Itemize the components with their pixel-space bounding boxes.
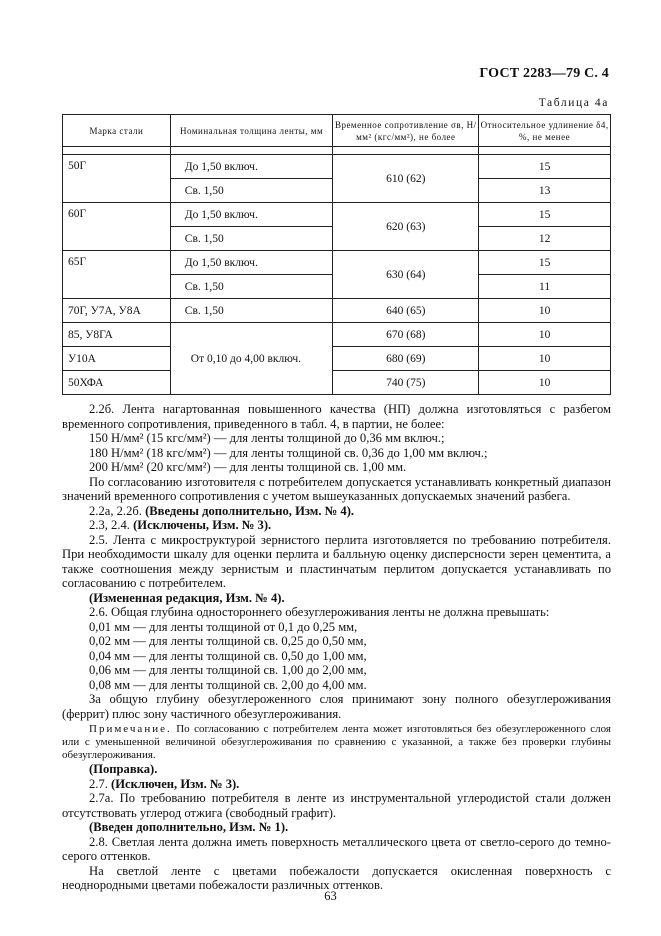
table-row (63, 251, 611, 275)
depth-item: 0,04 мм — для ленты толщиной св. 0,50 до 1,00 мм, (89, 648, 367, 663)
table-caption: Таблица 4а (538, 97, 609, 109)
cell-grade: 70Г, У7А, У8А (63, 299, 171, 323)
depth-item: 0,08 мм — для ленты толщиной св. 2,00 до 4,00 мм. (89, 677, 367, 692)
amendment-note: (Исключены, Изм. № 3). (133, 518, 272, 532)
paragraph-2-7a: 2.7а. По требованию потребителя в ленте из инструментальной углеродистой стали должен отсутствовать углерод отжига (свободный графит). (62, 791, 611, 820)
amendment-ref: 2.7. (89, 776, 112, 791)
table-row (63, 323, 611, 347)
cell-thickness: Св. 1,50 (170, 275, 333, 299)
depth-item: 0,06 мм — для ленты толщиной св. 1,00 до 2,00 мм, (89, 663, 367, 677)
range-item: 150 Н/мм² (15 кгс/мм²) — для ленты толщиной до 0,36 мм включ.; (89, 431, 445, 445)
cell-elongation: 10 (479, 347, 611, 371)
amendment-note: (Измененная редакция, Изм. № 4). (89, 590, 285, 605)
amendment-line (62, 777, 611, 792)
table-header-row (63, 115, 611, 147)
cell-grade: 60Г (63, 203, 171, 251)
depth-item: 0,01 мм — для ленты толщиной от 0,1 до 0,25 мм, (89, 619, 358, 634)
cell-elongation: 10 (479, 299, 611, 323)
cell-grade: У10А (63, 347, 171, 371)
amendment-note: (Поправка). (89, 762, 158, 776)
cell-thickness: До 1,50 включ. (170, 251, 333, 275)
paragraph-2-8: 2.8. Светлая лента должна иметь поверхность металлического цвета от светло-серого до темно-серого оттенков. (62, 834, 611, 863)
header-elongation: Относительное удлинение δ4, %, не менее (479, 115, 611, 147)
amendment-line (62, 518, 611, 533)
paragraph-2-6: 2.6. Общая глубина одностороннего обезуглероживания ленты не должна превышать: (89, 605, 550, 619)
table-row (63, 155, 611, 179)
note-text: По согласованию с потребителем лента может изготовляться без обезуглероженного слоя или с уменьшенной величиной обезуглероживания по сравнению с указанной, а также без проверки глубины обезуглероживания. (62, 723, 611, 761)
cell-thickness: До 1,50 включ. (170, 155, 333, 179)
range-item: 200 Н/мм² (20 кгс/мм²) — для ленты толщиной св. 1,00 мм. (89, 460, 407, 474)
cell-grade: 50Г (63, 155, 171, 203)
amendment-note: (Введен дополнительно, Изм. № 1). (89, 820, 289, 834)
paragraph-2-5: 2.5. Лента с микроструктурой зернистого перлита изготовляется по требованию потребителя. При необходимости шкалу для оценки перлита и балльную оценку дисперсности зерен цементита, а также соотношения между зернистым и пластинчатым перлитом допускается устанавливать по согласованию с потребителем. (62, 532, 611, 590)
depth-item: 0,02 мм — для ленты толщиной св. 0,25 до 0,50 мм, (89, 634, 367, 648)
cell-strength: 610 (62) (333, 155, 479, 203)
cell-elongation: 15 (479, 203, 611, 227)
amendment-note: (Исключен, Изм. № 3). (111, 776, 240, 791)
cell-elongation: 10 (479, 371, 611, 395)
cell-strength: 640 (65) (333, 299, 479, 323)
cell-grade: 65Г (63, 251, 171, 299)
header-thickness: Номинальная толщина ленты, мм (170, 115, 333, 147)
cell-thickness: Св. 1,50 (170, 227, 333, 251)
cell-elongation: 15 (479, 155, 611, 179)
cell-thickness: От 0,10 до 4,00 включ. (170, 323, 333, 395)
cell-strength: 740 (75) (333, 371, 479, 395)
cell-strength: 630 (64) (333, 251, 479, 299)
table-row (63, 299, 611, 323)
header-grade: Марка стали (63, 115, 171, 147)
amendment-note: (Введены дополнительно, Изм. № 4). (145, 503, 355, 518)
paragraph-agreement: По согласованию изготовителя с потребителем допускается устанавливать конкретный диапазон значений временного сопротивления с учетом вышеуказанных допускаемых значений разбега. (62, 474, 611, 503)
header-gap (63, 147, 611, 155)
range-item: 180 Н/мм² (18 кгс/мм²) — для ленты толщиной св. 0,36 до 1,00 мм включ.; (89, 445, 488, 460)
cell-thickness: Св. 1,50 (170, 179, 333, 203)
paragraph-2-2b: 2.2б. Лента нагартованная повышенного качества (НП) должна изготовляться с разбегом временного сопротивления, приведенного в табл. 4, в партии, не более: (62, 402, 611, 431)
page-number: 63 (324, 889, 337, 903)
paragraph-total-depth: За общую глубину обезуглероженного слоя принимают зону полного обезуглероживания (феррит) плюс зону частичного обезуглероживания. (62, 692, 611, 721)
cell-strength: 680 (69) (333, 347, 479, 371)
cell-elongation: 12 (479, 227, 611, 251)
amendment-line (62, 504, 611, 519)
cell-thickness: До 1,50 включ. (170, 203, 333, 227)
cell-grade: 50ХФА (63, 371, 171, 395)
cell-grade: 85, У8ГА (63, 323, 171, 347)
cell-elongation: 15 (479, 251, 611, 275)
paragraph-temper-colors: На светлой ленте с цветами побежалости допускается окисленная поверхность с неоднородными цветами побежалости различных оттенков. (62, 863, 611, 892)
document-body (62, 402, 611, 893)
cell-thickness: Св. 1,50 (170, 299, 333, 323)
cell-strength: 670 (68) (333, 323, 479, 347)
properties-table (62, 114, 611, 395)
table-row (63, 203, 611, 227)
cell-elongation: 13 (479, 179, 611, 203)
cell-elongation: 11 (479, 275, 611, 299)
amendment-ref: 2.3, 2.4. (89, 518, 134, 532)
table-row (63, 371, 611, 395)
cell-strength: 620 (63) (333, 203, 479, 251)
standard-reference: ГОСТ 2283—79 С. 4 (479, 66, 609, 81)
table-row (63, 347, 611, 371)
cell-elongation: 10 (479, 323, 611, 347)
amendment-ref: 2.2а, 2.2б. (89, 503, 146, 518)
note-label: Примечание. (89, 723, 172, 735)
header-strength: Временное сопротивление σв, Н/мм² (кгс/мм²), не более (333, 115, 479, 147)
note (62, 723, 611, 762)
